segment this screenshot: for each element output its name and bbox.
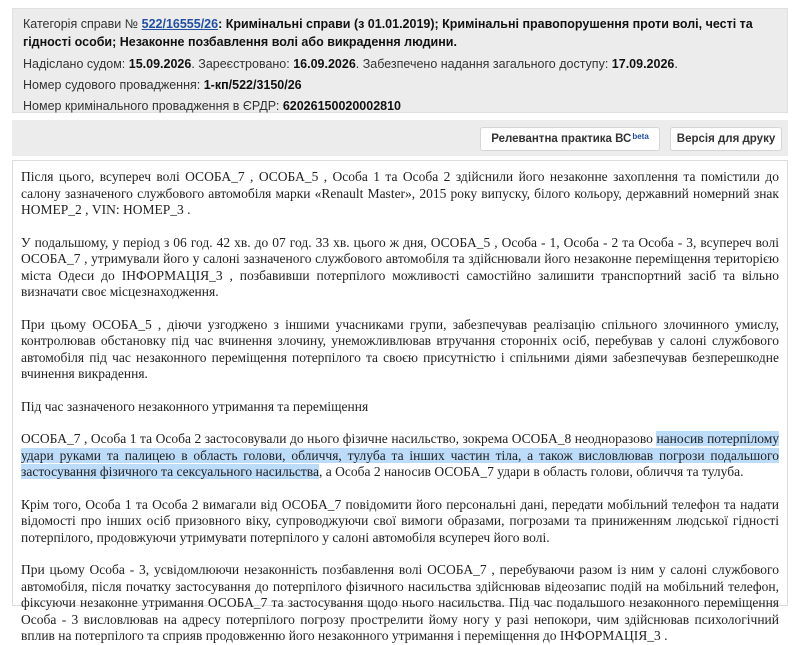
paragraph-2: У подальшому, у період з 06 год. 42 хв. до 07 год. 33 хв. цього ж дня, ОСОБА_5 , Особа - 1, Особа - 2 та Особа - 3, всупереч волі ОСОБА_7 , утримували його у салоні зазначеного службового автомобіля та здійснювали його незаконне переміщення територією міста Одеси до ІНФОРМАЦІЯ_3 , позбавивши потерпілого можливості самостійно залишити транспортний засіб та вільно визначати своє місцезнаходження.: [21, 234, 779, 299]
highlighted-text[interactable]: наносив потерпілому удари руками та палицею в область голови, обличчя, тулуба та інших частин тіла, а також висловлював погрози подальшого застосування фізичного та сексуального насильства: [21, 431, 780, 479]
print-version-label: Версія для друку: [676, 133, 776, 145]
access-date: 17.09.2026: [611, 57, 675, 71]
paragraph-5-start: ОСОБА_7 , Особа 1 та Особа 2 застосовували до нього фізичне насильство, зокрема ОСОБА_8 неодноразово: [21, 431, 657, 446]
case-info-panel: [12, 8, 788, 113]
paragraph-7: При цьому Особа - 3, усвідомлюючи незаконність позбавлення волі ОСОБА_7 , перебуваючи разом із ним у салоні службового автомобіля, після початку застосування до потерпілого фізичного насильства здійснював відеозапис подій на мобільний телефон, фіксуючи незаконне утримання ОСОБА_7 та застосування щодо нього насильства. Під час подальшого незаконного переміщення Особа - 3 висловлював на адресу потерпілого погрозу прострелити йому ногу у разі непокори, чим здійснював психологічний вплив на потерпілого та сприяв продовженню його незаконного утримання і переміщення до ІНФОРМАЦІЯ_3 .: [21, 562, 779, 643]
paragraph-3: При цьому ОСОБА_5 , діючи узгоджено з іншими учасниками групи, забезпечував реалізацію спільного злочинного умислу, контролював обстановку під час вчинення злочину, унеможливлював втручання сторонніх осіб, перебував у салоні службового автомобіля під час незаконного переміщення потерпілого та своєю присутністю і спільними діями забезпечував безперешкодне вчинення викрадення.: [21, 316, 779, 381]
beta-badge: beta: [632, 131, 649, 141]
relevant-practice-label: Релевантна практика ВС: [491, 133, 632, 145]
registered-label: Зареєстровано:: [198, 57, 290, 71]
case-number-link[interactable]: 522/16555/26: [141, 17, 219, 31]
proceeding-row: [23, 75, 777, 96]
registered-date: 16.09.2026: [293, 57, 356, 71]
category-label: Категорія справи №: [23, 17, 139, 31]
access-label: Забезпечено надання загального доступу:: [362, 57, 609, 71]
proceeding-number: 1-кп/522/3150/26: [203, 78, 302, 92]
paragraph-6: Крім того, Особа 1 та Особа 2 вимагали від ОСОБА_7 повідомити його персональні дані, передати мобільний телефон та надати відомості про інших осіб призовного віку, супроводжуючи свої вимоги образами, погрозами та приниженням людської гідності потерпілого, продовжуючи утримувати потерпілого у салоні автомобіля всупереч його волі.: [21, 496, 779, 545]
dates-row: Надіслано судом: 15.09.2026. Зареєстровано: 16.09.2026. Забезпечено надання загального доступу: 17.09.2026.: [23, 57, 678, 71]
category-text: : Кримінальні справи (з 01.01.2019); Кримінальні правопорушення проти волі, честі та гідності особи; Незаконне позбавлення волі або викрадення людини.: [23, 17, 753, 49]
erdr-number: 62026150020002810: [282, 99, 402, 113]
sent-date: 15.09.2026: [128, 57, 192, 71]
print-version-button[interactable]: [670, 127, 782, 151]
erdr-label: Номер кримінального провадження в ЄРДР:: [23, 99, 280, 113]
paragraph-5: [21, 431, 779, 481]
relevant-practice-button[interactable]: [480, 127, 660, 151]
paragraph-4: Під час зазначеного незаконного утримання та переміщення: [21, 398, 369, 414]
sent-label: Надіслано судом:: [23, 57, 126, 71]
case-category-row: [23, 13, 777, 51]
document-text: [12, 160, 788, 643]
paragraph-5-end: , а Особа 2 наносив ОСОБА_7 удари в область голови, обличчя та тулуба.: [318, 464, 744, 479]
erdr-row: [23, 96, 777, 117]
proceeding-label: Номер судового провадження:: [23, 78, 201, 92]
document-toolbar: [12, 120, 788, 156]
paragraph-1: Після цього, всупереч волі ОСОБА_7 , ОСОБА_5 , Особа 1 та Особа 2 здійснили його незаконне захоплення та помістили до салону зазначеного службового автомобіля марки «Renault Master», 2015 року випуску, білого кольору, державний номерний знак НОМЕР_2 , VIN: НОМЕР_3 .: [21, 169, 779, 217]
